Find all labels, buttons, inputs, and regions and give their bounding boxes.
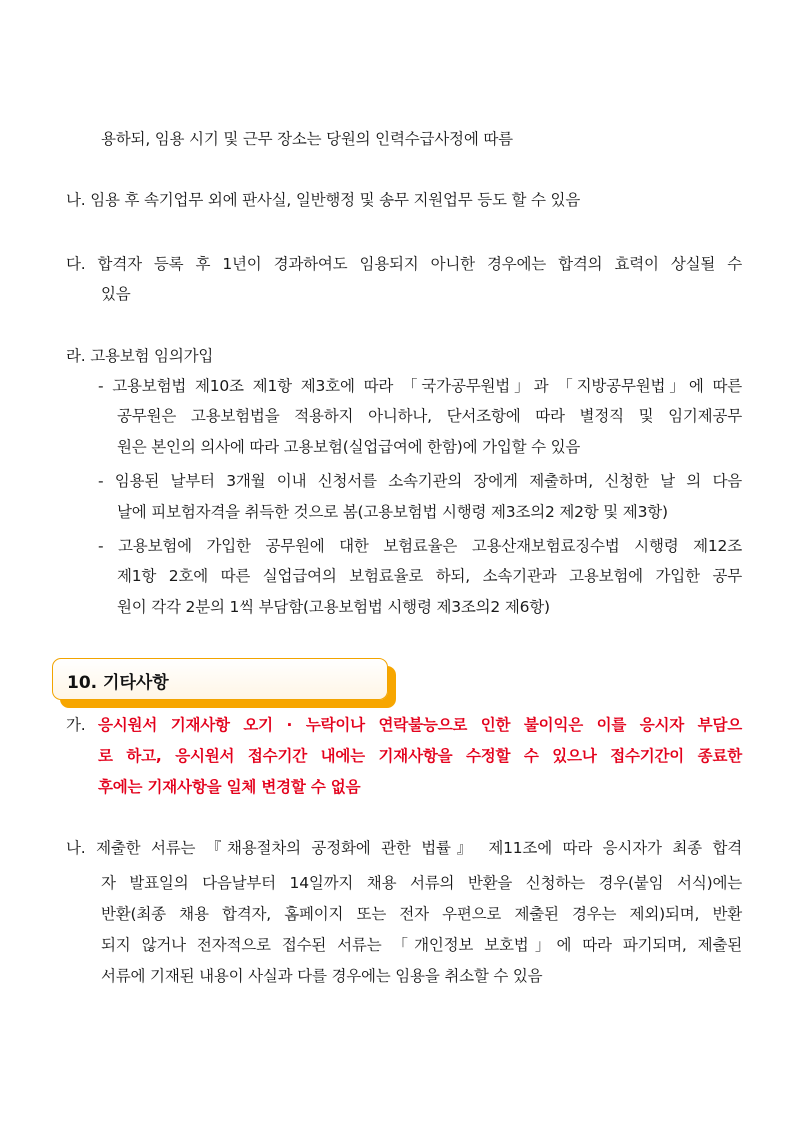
- text-line: - 고용보험법 제10조 제1항 제3호에 따라 「국가공무원법」과 「지방공무원법」에 따른: [98, 377, 742, 395]
- section-heading-box: [52, 658, 388, 700]
- text-line: 자 발표일의 다음날부터 14일까지 채용 서류의 반환을 신청하는 경우(붙임 서식)에는: [101, 874, 742, 892]
- text-line: - 임용된 날부터 3개월 이내 신청서를 소속기관의 장에게 제출하며, 신청한 날 의 다음: [98, 472, 742, 490]
- text-line: 원이 각각 2분의 1씩 부담함(고용보험법 시행령 제3조의2 제6항): [117, 598, 550, 616]
- text-line: 제1항 2호에 따른 실업급여의 보험료율로 하되, 소속기관과 고용보험에 가입한 공무: [117, 567, 742, 585]
- text-line: 용하되, 임용 시기 및 근무 장소는 당원의 인력수급사정에 따름: [101, 130, 513, 148]
- text-line: 날에 피보험자격을 취득한 것으로 봄(고용보험법 시행령 제3조의2 제2항 및 제3항): [117, 503, 668, 521]
- item-prefix: 가.: [66, 716, 86, 734]
- emphasis-line: 응시원서 기재사항 오기 · 누락이나 연락불능으로 인한 불이익은 이를 응시자 부담으: [98, 716, 742, 734]
- text-line: 나. 임용 후 속기업무 외에 판사실, 일반행정 및 송무 지원업무 등도 할 수 있음: [66, 191, 581, 209]
- emphasis-line: 후에는 기재사항을 일체 변경할 수 없음: [98, 778, 361, 796]
- text-line: - 고용보험에 가입한 공무원에 대한 보험료율은 고용산재보험료징수법 시행령 제12조: [98, 537, 742, 555]
- text-line: 나. 제출한 서류는 『채용절차의 공정화에 관한 법률』 제11조에 따라 응시자가 최종 합격: [66, 839, 742, 857]
- item-heading: 라. 고용보험 임의가입: [66, 347, 214, 365]
- text-line: 되지 않거나 전자적으로 접수된 서류는 「개인정보 보호법」에 따라 파기되며, 제출된: [101, 936, 742, 954]
- text-line: 다. 합격자 등록 후 1년이 경과하여도 임용되지 아니한 경우에는 합격의 효력이 상실될 수: [66, 255, 742, 273]
- emphasis-line: 로 하고, 응시원서 접수기간 내에는 기재사항을 수정할 수 있으나 접수기간이 종료한: [98, 747, 742, 765]
- text-line: 원은 본인의 의사에 따라 고용보험(실업급여에 한함)에 가입할 수 있음: [117, 438, 581, 456]
- text-line: 서류에 기재된 내용이 사실과 다를 경우에는 임용을 취소할 수 있음: [101, 967, 543, 985]
- section-title: 10. 기타사항: [67, 673, 169, 693]
- text-line: 반환(최종 채용 합격자, 홈페이지 또는 전자 우편으로 제출된 경우는 제외)되며, 반환: [101, 905, 742, 923]
- text-line: 있음: [101, 285, 131, 303]
- text-line: 공무원은 고용보험법을 적용하지 아니하나, 단서조항에 따라 별정직 및 임기제공무: [117, 407, 742, 425]
